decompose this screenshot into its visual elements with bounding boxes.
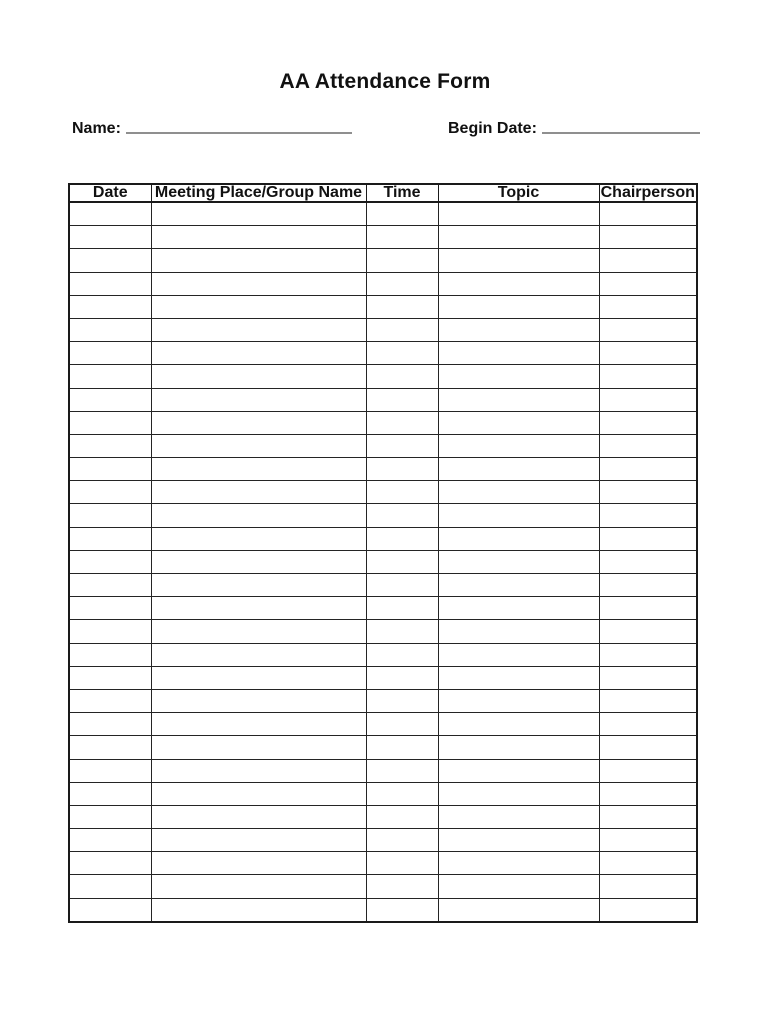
cell-meeting-place-group-name[interactable]	[151, 689, 366, 712]
cell-topic[interactable]	[438, 295, 599, 318]
cell-chairperson[interactable]	[599, 852, 697, 875]
cell-chairperson[interactable]	[599, 550, 697, 573]
cell-date[interactable]	[69, 388, 151, 411]
table-row	[69, 875, 697, 898]
cell-meeting-place-group-name[interactable]	[151, 504, 366, 527]
cell-meeting-place-group-name[interactable]	[151, 829, 366, 852]
cell-time[interactable]	[366, 504, 438, 527]
cell-date[interactable]	[69, 226, 151, 249]
table-row	[69, 458, 697, 481]
cell-date[interactable]	[69, 249, 151, 272]
cell-time[interactable]	[366, 342, 438, 365]
cell-topic[interactable]	[438, 411, 599, 434]
cell-time[interactable]	[366, 365, 438, 388]
cell-topic[interactable]	[438, 249, 599, 272]
table-row	[69, 852, 697, 875]
cell-chairperson[interactable]	[599, 504, 697, 527]
cell-meeting-place-group-name[interactable]	[151, 434, 366, 457]
cell-time[interactable]	[366, 898, 438, 922]
cell-meeting-place-group-name[interactable]	[151, 852, 366, 875]
cell-topic[interactable]	[438, 759, 599, 782]
cell-date[interactable]	[69, 295, 151, 318]
cell-chairperson[interactable]	[599, 249, 697, 272]
cell-topic[interactable]	[438, 898, 599, 922]
cell-date[interactable]	[69, 875, 151, 898]
table-row	[69, 805, 697, 828]
cell-topic[interactable]	[438, 550, 599, 573]
cell-date[interactable]	[69, 272, 151, 295]
cell-time[interactable]	[366, 434, 438, 457]
cell-time[interactable]	[366, 527, 438, 550]
table-row	[69, 249, 697, 272]
table-row	[69, 759, 697, 782]
table-row	[69, 527, 697, 550]
table-row	[69, 620, 697, 643]
cell-time[interactable]	[366, 481, 438, 504]
name-label: Name:	[72, 120, 121, 137]
table-row	[69, 666, 697, 689]
cell-time[interactable]	[366, 597, 438, 620]
cell-time[interactable]	[366, 666, 438, 689]
table-row	[69, 481, 697, 504]
cell-meeting-place-group-name[interactable]	[151, 643, 366, 666]
cell-chairperson[interactable]	[599, 411, 697, 434]
cell-topic[interactable]	[438, 805, 599, 828]
cell-meeting-place-group-name[interactable]	[151, 574, 366, 597]
cell-date[interactable]	[69, 713, 151, 736]
cell-topic[interactable]	[438, 365, 599, 388]
cell-chairperson[interactable]	[599, 782, 697, 805]
cell-meeting-place-group-name[interactable]	[151, 249, 366, 272]
cell-topic[interactable]	[438, 527, 599, 550]
cell-topic[interactable]	[438, 226, 599, 249]
cell-meeting-place-group-name[interactable]	[151, 527, 366, 550]
cell-topic[interactable]	[438, 666, 599, 689]
cell-meeting-place-group-name[interactable]	[151, 342, 366, 365]
cell-topic[interactable]	[438, 574, 599, 597]
cell-chairperson[interactable]	[599, 295, 697, 318]
table-row	[69, 898, 697, 922]
table-row	[69, 689, 697, 712]
cell-time[interactable]	[366, 272, 438, 295]
cell-meeting-place-group-name[interactable]	[151, 550, 366, 573]
cell-meeting-place-group-name[interactable]	[151, 318, 366, 341]
cell-meeting-place-group-name[interactable]	[151, 875, 366, 898]
cell-topic[interactable]	[438, 481, 599, 504]
table-row	[69, 365, 697, 388]
attendance-table	[68, 183, 698, 923]
cell-meeting-place-group-name[interactable]	[151, 620, 366, 643]
cell-topic[interactable]	[438, 620, 599, 643]
cell-date[interactable]	[69, 342, 151, 365]
cell-meeting-place-group-name[interactable]	[151, 759, 366, 782]
cell-chairperson[interactable]	[599, 620, 697, 643]
cell-date[interactable]	[69, 597, 151, 620]
begin-date-field	[448, 118, 700, 138]
cell-time[interactable]	[366, 249, 438, 272]
cell-date[interactable]	[69, 202, 151, 226]
cell-time[interactable]	[366, 574, 438, 597]
cell-topic[interactable]	[438, 272, 599, 295]
cell-chairperson[interactable]	[599, 272, 697, 295]
cell-date[interactable]	[69, 782, 151, 805]
cell-meeting-place-group-name[interactable]	[151, 411, 366, 434]
cell-time[interactable]	[366, 643, 438, 666]
table-row	[69, 202, 697, 226]
cell-topic[interactable]	[438, 458, 599, 481]
cell-time[interactable]	[366, 411, 438, 434]
cell-topic[interactable]	[438, 597, 599, 620]
cell-topic[interactable]	[438, 689, 599, 712]
table-row	[69, 574, 697, 597]
cell-date[interactable]	[69, 574, 151, 597]
cell-date[interactable]	[69, 550, 151, 573]
cell-date[interactable]	[69, 898, 151, 922]
cell-date[interactable]	[69, 852, 151, 875]
table-row	[69, 272, 697, 295]
table-row	[69, 504, 697, 527]
table-row	[69, 342, 697, 365]
cell-chairperson[interactable]	[599, 202, 697, 226]
cell-date[interactable]	[69, 365, 151, 388]
cell-topic[interactable]	[438, 318, 599, 341]
cell-topic[interactable]	[438, 434, 599, 457]
cell-meeting-place-group-name[interactable]	[151, 898, 366, 922]
cell-chairperson[interactable]	[599, 597, 697, 620]
cell-time[interactable]	[366, 620, 438, 643]
cell-meeting-place-group-name[interactable]	[151, 272, 366, 295]
cell-chairperson[interactable]	[599, 829, 697, 852]
cell-chairperson[interactable]	[599, 666, 697, 689]
cell-meeting-place-group-name[interactable]	[151, 736, 366, 759]
cell-topic[interactable]	[438, 852, 599, 875]
cell-meeting-place-group-name[interactable]	[151, 782, 366, 805]
cell-date[interactable]	[69, 527, 151, 550]
cell-topic[interactable]	[438, 736, 599, 759]
cell-chairperson[interactable]	[599, 388, 697, 411]
cell-meeting-place-group-name[interactable]	[151, 805, 366, 828]
cell-time[interactable]	[366, 318, 438, 341]
cell-chairperson[interactable]	[599, 226, 697, 249]
cell-meeting-place-group-name[interactable]	[151, 226, 366, 249]
cell-time[interactable]	[366, 782, 438, 805]
cell-date[interactable]	[69, 318, 151, 341]
table-row	[69, 643, 697, 666]
cell-date[interactable]	[69, 689, 151, 712]
cell-time[interactable]	[366, 689, 438, 712]
cell-time[interactable]	[366, 550, 438, 573]
cell-chairperson[interactable]	[599, 713, 697, 736]
cell-date[interactable]	[69, 666, 151, 689]
cell-time[interactable]	[366, 875, 438, 898]
cell-chairperson[interactable]	[599, 458, 697, 481]
begin-date-label: Begin Date:	[448, 120, 537, 137]
cell-chairperson[interactable]	[599, 365, 697, 388]
cell-topic[interactable]	[438, 202, 599, 226]
column-header-date: Date	[69, 184, 151, 202]
cell-topic[interactable]	[438, 504, 599, 527]
cell-chairperson[interactable]	[599, 898, 697, 922]
table-row	[69, 388, 697, 411]
cell-meeting-place-group-name[interactable]	[151, 597, 366, 620]
table-row	[69, 434, 697, 457]
table-row	[69, 829, 697, 852]
cell-time[interactable]	[366, 388, 438, 411]
cell-chairperson[interactable]	[599, 643, 697, 666]
cell-time[interactable]	[366, 736, 438, 759]
table-row	[69, 550, 697, 573]
table-row	[69, 713, 697, 736]
cell-time[interactable]	[366, 805, 438, 828]
cell-time[interactable]	[366, 458, 438, 481]
column-header-meeting-place-group-name: Meeting Place/Group Name	[151, 184, 366, 202]
cell-topic[interactable]	[438, 782, 599, 805]
cell-date[interactable]	[69, 759, 151, 782]
cell-chairperson[interactable]	[599, 805, 697, 828]
column-header-time: Time	[366, 184, 438, 202]
cell-topic[interactable]	[438, 713, 599, 736]
cell-meeting-place-group-name[interactable]	[151, 458, 366, 481]
table-row	[69, 318, 697, 341]
table-row	[69, 782, 697, 805]
cell-meeting-place-group-name[interactable]	[151, 365, 366, 388]
cell-chairperson[interactable]	[599, 527, 697, 550]
begin-date-input-line[interactable]	[542, 119, 700, 134]
table-row	[69, 411, 697, 434]
table-row	[69, 736, 697, 759]
table-row	[69, 597, 697, 620]
table-body	[69, 202, 697, 922]
cell-date[interactable]	[69, 458, 151, 481]
cell-date[interactable]	[69, 829, 151, 852]
column-header-topic: Topic	[438, 184, 599, 202]
cell-chairperson[interactable]	[599, 759, 697, 782]
cell-topic[interactable]	[438, 643, 599, 666]
name-field	[72, 118, 352, 138]
cell-topic[interactable]	[438, 875, 599, 898]
cell-chairperson[interactable]	[599, 481, 697, 504]
cell-date[interactable]	[69, 805, 151, 828]
cell-time[interactable]	[366, 759, 438, 782]
cell-time[interactable]	[366, 829, 438, 852]
cell-chairperson[interactable]	[599, 574, 697, 597]
cell-time[interactable]	[366, 202, 438, 226]
cell-date[interactable]	[69, 620, 151, 643]
cell-time[interactable]	[366, 713, 438, 736]
cell-time[interactable]	[366, 295, 438, 318]
column-header-chairperson: Chairperson	[599, 184, 697, 202]
cell-time[interactable]	[366, 852, 438, 875]
page-title: AA Attendance Form	[279, 70, 491, 93]
cell-date[interactable]	[69, 736, 151, 759]
cell-meeting-place-group-name[interactable]	[151, 666, 366, 689]
cell-date[interactable]	[69, 504, 151, 527]
cell-topic[interactable]	[438, 829, 599, 852]
cell-meeting-place-group-name[interactable]	[151, 481, 366, 504]
cell-chairperson[interactable]	[599, 318, 697, 341]
cell-chairperson[interactable]	[599, 736, 697, 759]
cell-chairperson[interactable]	[599, 342, 697, 365]
cell-chairperson[interactable]	[599, 434, 697, 457]
cell-topic[interactable]	[438, 388, 599, 411]
name-input-line[interactable]	[126, 119, 352, 134]
table-header-row	[69, 184, 697, 202]
cell-chairperson[interactable]	[599, 689, 697, 712]
cell-date[interactable]	[69, 434, 151, 457]
cell-meeting-place-group-name[interactable]	[151, 202, 366, 226]
cell-topic[interactable]	[438, 342, 599, 365]
cell-date[interactable]	[69, 411, 151, 434]
table-row	[69, 295, 697, 318]
cell-chairperson[interactable]	[599, 875, 697, 898]
cell-meeting-place-group-name[interactable]	[151, 295, 366, 318]
cell-time[interactable]	[366, 226, 438, 249]
cell-date[interactable]	[69, 643, 151, 666]
table-row	[69, 226, 697, 249]
cell-meeting-place-group-name[interactable]	[151, 713, 366, 736]
cell-date[interactable]	[69, 481, 151, 504]
cell-meeting-place-group-name[interactable]	[151, 388, 366, 411]
